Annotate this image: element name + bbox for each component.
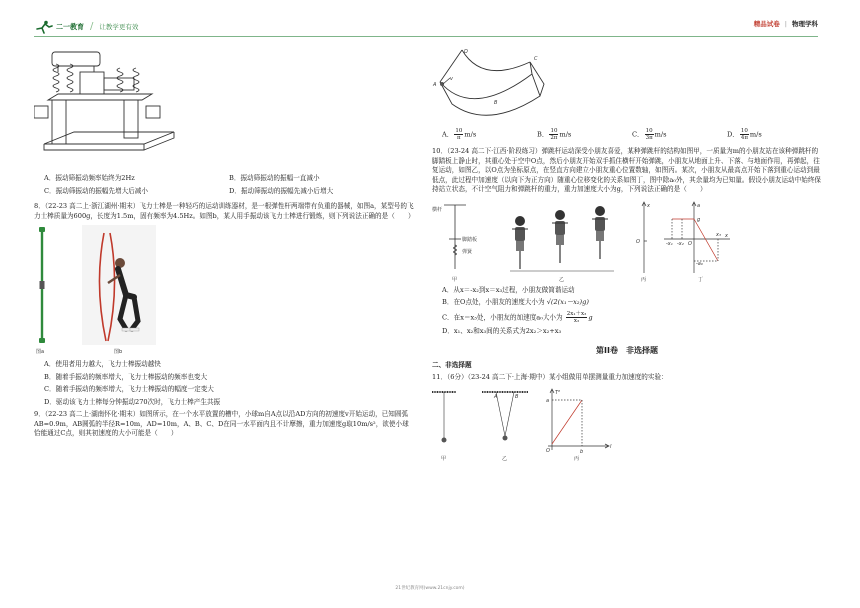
q9-label-d: D xyxy=(464,49,468,55)
q9-stem: 9．（22-23 高二上·湖南怀化·期末）如图所示，在一个水平放置的槽中，小球m自A点以沿AD方向的初速度v开始运动，已知圆弧AB=0.9m，AB圆弧的半径R=10m，AD=10m，A、B、C、D在同一水平面内且不计摩擦，重力加速度g取10m/s²，欲使小球恰能通过C点，则其初速度的大小可能是（ ） xyxy=(34,410,409,438)
q7-options xyxy=(44,174,414,196)
logo xyxy=(34,20,138,35)
label-footplate: 脚踏板 xyxy=(462,236,478,243)
logo-divider: / xyxy=(90,21,94,32)
q11-label-a: A xyxy=(494,394,498,401)
label-a-axis: a xyxy=(697,202,701,209)
q11-label-yi: 乙 xyxy=(502,456,508,463)
q7-option-b[interactable]: B．振动筛振动的振幅一直减小 xyxy=(229,174,320,182)
person-exercising-image xyxy=(82,225,156,345)
q9-option-d-unit: m/s xyxy=(749,130,762,139)
flexi-bar-figure xyxy=(34,225,194,357)
q9-option-c-unit: m/s xyxy=(654,130,667,139)
q10-option-c-tail: g xyxy=(588,313,593,322)
label-spring: 弹簧 xyxy=(462,248,473,255)
pendulum-yi xyxy=(482,392,528,441)
q9-option-a-frac xyxy=(454,128,463,141)
q9-option-c[interactable] xyxy=(632,128,727,141)
label-x-axis: x xyxy=(647,202,650,209)
label-jia: 甲 xyxy=(452,276,458,283)
q9-option-b[interactable] xyxy=(537,128,632,141)
tick-neg-x2: -x₂ xyxy=(677,240,684,247)
position-axis xyxy=(642,202,647,273)
section-subtitle: 二、非选择题 xyxy=(432,361,472,370)
header-separator: | xyxy=(784,20,787,28)
q7-option-d[interactable]: D．振动筛振动的振幅先减小后增大 xyxy=(229,186,334,195)
q10-option-c-num: 2x₁＋x₃ xyxy=(566,310,587,317)
q11-stem: 11．（6分）（23-24 高二下·上海·期中）某小组做用单摆测量重力加速度的实验： xyxy=(432,372,668,381)
q8-option-d[interactable]: D．驱动该飞力士棒每分钟振动270次时，飞力士棒产生共振 xyxy=(44,397,221,406)
q10-option-b[interactable] xyxy=(442,298,822,308)
q8-option-b[interactable]: B．随着手振动的频率增大，飞力士棒振动的频率也变大 xyxy=(44,372,208,381)
q9-label-v: v xyxy=(450,76,453,82)
q9-option-b-den: 2π xyxy=(550,135,558,142)
right-column xyxy=(432,42,822,464)
q10-option-d[interactable]: D．x₁、x₂和x₃间的关系式为2x₂＞x₂+x₃ xyxy=(442,327,562,336)
q10-option-c-text: C．在x＝x₃处，小朋友的加速度a₀大小为 xyxy=(442,313,563,322)
section-title: 第II卷 非选择题 xyxy=(596,345,658,355)
q9-option-b-num: 10 xyxy=(550,128,558,134)
fig-a-label: 图a xyxy=(36,349,45,356)
q9-option-a[interactable] xyxy=(442,128,537,141)
pogo-stick-figure xyxy=(432,199,732,283)
q9-label-c: C xyxy=(534,56,538,62)
q10-options xyxy=(432,286,822,337)
label-ding: 丁 xyxy=(698,276,704,283)
curved-groove-figure xyxy=(432,44,552,126)
label-neg-a0: -a₀ xyxy=(696,260,703,267)
q9-option-d-den: 4π xyxy=(740,135,748,142)
q10-option-c-frac xyxy=(566,311,588,324)
label-g: g xyxy=(697,216,701,223)
pendulum-jia xyxy=(432,392,456,443)
q11-label-jia: 甲 xyxy=(441,456,447,463)
q9-option-c-den: 3π xyxy=(645,135,653,142)
subject-label: 物理学科 xyxy=(792,20,818,28)
q7-option-a[interactable]: A．振动筛振动频率始终为2Hz xyxy=(44,174,135,182)
q9-option-b-frac xyxy=(549,128,558,141)
q8-stem: 8．（22-23 高二上·浙江湖州·期末）飞力士棒是一种轻巧的运动训练器材，是一根弹性杆两端带有负重的器械，如图a，某型号的飞力士棒质量为600g，长度为1.5m，固有频率为4.5Hz。如图b，某人用手振动该飞力士棒进行锻炼，则下列说法正确的是（ ） xyxy=(34,202,415,220)
header-rule xyxy=(34,36,818,37)
q11-label-a-value: a xyxy=(546,398,550,405)
logo-text: 二一教育 xyxy=(56,23,84,32)
pendulum-figure xyxy=(432,386,632,464)
page-header xyxy=(0,0,860,40)
q9-options xyxy=(442,128,822,141)
vibration-sieve-figure xyxy=(34,42,184,170)
label-crossbar: 横杆 xyxy=(432,206,443,213)
runner-logo-icon xyxy=(34,20,54,34)
q9-option-c-num: 10 xyxy=(645,128,653,134)
brand-label: 精品试卷 xyxy=(753,20,780,28)
q11-label-b-value: b xyxy=(580,449,584,456)
q11-label-t2: T² xyxy=(555,390,561,397)
q9-option-b-letter: B． xyxy=(537,130,549,139)
q10-option-b-text: B．在O点处，小朋友的速度大小为 xyxy=(442,298,545,307)
q9-option-a-den: π xyxy=(457,135,461,142)
q9-option-c-frac xyxy=(645,128,654,141)
tick-x3: x₃ xyxy=(716,231,721,238)
label-x-graph: x xyxy=(725,232,728,239)
q7-option-c[interactable]: C．振动筛振动的振幅先增大后减小 xyxy=(44,186,148,195)
q8-option-a[interactable]: A．使用者用力越大，飞力士棒振动越快 xyxy=(44,360,161,369)
kids-jumping-images xyxy=(512,206,608,269)
q10-option-a[interactable]: A．从x＝-x₂到x＝x₃过程，小朋友做简谐运动 xyxy=(442,285,575,294)
q9-option-b-unit: m/s xyxy=(559,130,572,139)
q9-option-c-letter: C． xyxy=(632,130,644,139)
q11-label-bing: 丙 xyxy=(574,456,580,463)
t2-l-graph xyxy=(548,389,609,450)
q9-label-a: A xyxy=(433,82,437,88)
q10-option-b-expr: √(2(x₁－x₂)g) xyxy=(546,298,589,307)
q10-option-c-den: x₃ xyxy=(573,317,580,324)
page-footer: 21世纪教育网(www.21cnjy.com) xyxy=(395,586,465,591)
label-bing: 丙 xyxy=(641,276,647,283)
flexi-bar-image xyxy=(39,227,45,343)
tick-neg-x1: -x₁ xyxy=(666,240,673,247)
q9-option-a-num: 10 xyxy=(455,128,463,134)
label-yi: 乙 xyxy=(559,276,565,283)
q8-option-c[interactable]: C．随着手振动的频率增大，飞力士棒振动的幅度一定变大 xyxy=(44,385,214,394)
q9-option-d-num: 10 xyxy=(740,128,748,134)
q10-stem: 10．（23-24 高二下·江西·阶段练习）弹跳杆运动深受小朋友喜爱，某种弹跳杆的结构如图甲，一质量为m的小朋友站在该种弹跳杆的脚踏板上静止时，其重心处于空中O点，然后小朋友开始双手抓住横杆开始弹跳，小朋友从地面上升、下落、与地面作用，再弹起，往复运动，如图乙，以O点为坐标原点，在竖直方向建立小朋友重心位置数轴，如图丙。某次，小朋友从最高点开始下落到重心运动到最低点，此过程中加速度（以向下为正方向）随重心位移变化的关系如图丁，图中除a₀外，其余量均为已知量。假设小朋友运动中始终保持站立状态，不计空气阻力和弹跳杆的重力，重力加速度大小为g，下列说法正确的是（ ） xyxy=(432,147,822,194)
q9-option-a-letter: A． xyxy=(442,130,454,139)
label-origin: O xyxy=(636,238,640,245)
slogan: 让教学更有效 xyxy=(99,22,139,31)
tick-origin: O xyxy=(688,240,692,247)
q9-option-a-unit: m/s xyxy=(464,130,477,139)
q11-label-b: B xyxy=(515,394,519,401)
fig-b-label: 图b xyxy=(114,349,123,356)
header-right xyxy=(754,20,818,29)
left-column xyxy=(34,42,414,440)
q9-option-d[interactable] xyxy=(727,128,822,141)
q11-label-origin: O xyxy=(546,448,550,455)
q10-option-c[interactable] xyxy=(442,311,822,324)
q9-option-d-frac xyxy=(740,128,749,141)
q8-options xyxy=(34,360,414,407)
q9-label-b: B xyxy=(494,100,498,106)
q9-option-d-letter: D． xyxy=(727,130,739,139)
q11-label-l: l xyxy=(610,444,612,451)
